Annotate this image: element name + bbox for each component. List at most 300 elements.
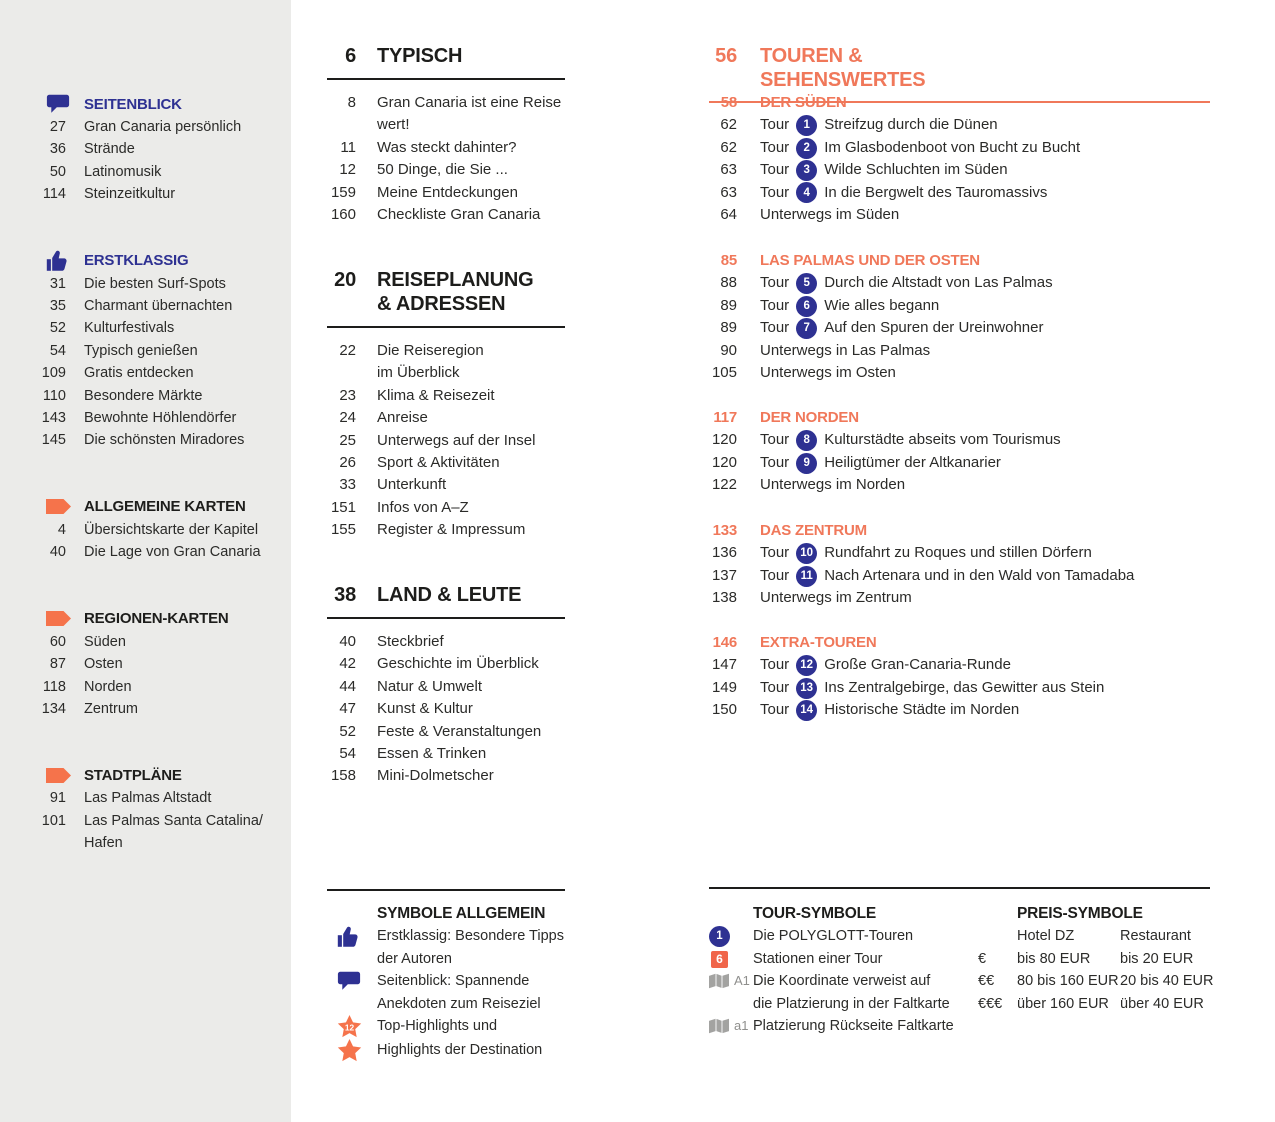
toc-row xyxy=(327,743,565,765)
entry-label: Meine Entdeckungen xyxy=(377,183,518,201)
toc-row xyxy=(0,116,291,138)
entry-label: Die Lage von Gran Canaria xyxy=(84,544,261,561)
entry-label: Die besten Surf-Spots xyxy=(84,275,226,292)
entry-label: Las Palmas Santa Catalina/ xyxy=(84,812,263,829)
tour-row xyxy=(709,137,1210,159)
tour-title: Wie alles begann xyxy=(824,296,940,314)
tour-number-badge: 14 xyxy=(796,700,817,721)
tour-row xyxy=(709,114,1210,136)
legend-divider xyxy=(327,889,565,891)
toc-row xyxy=(0,787,291,809)
tour-row xyxy=(709,272,1210,294)
tour-symbols-block xyxy=(709,903,977,1037)
price-restaurant-value: 20 bis 40 EUR xyxy=(1120,973,1214,990)
entry-label: Hafen xyxy=(84,835,123,852)
legend-icon-slot xyxy=(327,993,377,1015)
tour-title: Wilde Schluchten im Süden xyxy=(824,161,1008,179)
legend-icon-slot xyxy=(327,1015,377,1039)
arrow-tag-icon xyxy=(46,768,71,783)
tour-entry xyxy=(760,317,1044,339)
tour-row xyxy=(709,159,1210,181)
price-row xyxy=(978,993,1210,1015)
price-hotel-value: über 160 EUR xyxy=(1017,995,1109,1012)
tour-title: In die Bergwelt des Tauromassivs xyxy=(824,183,1048,201)
svg-text:12: 12 xyxy=(344,1022,355,1033)
tour-legend-text: Platzierung Rückseite Faltkarte xyxy=(753,1018,954,1035)
chapter-title: TOUREN & SEHENSWERTES xyxy=(760,45,926,91)
sidebar-section xyxy=(0,495,291,564)
page-number: 40 xyxy=(339,633,356,650)
legend-row xyxy=(327,1039,565,1063)
page-number: 8 xyxy=(347,94,356,111)
section-title: DER NORDEN xyxy=(760,409,859,426)
entry-label: Natur & Umwelt xyxy=(377,677,483,695)
toc-row xyxy=(0,653,291,675)
entry-label: Feste & Veranstaltungen xyxy=(377,722,542,740)
entry-label: Kunst & Kultur xyxy=(377,700,473,718)
legend-icon-slot xyxy=(327,970,377,992)
tour-legend-icon-slot xyxy=(709,1015,753,1037)
section-page-number: 133 xyxy=(712,522,737,539)
entry-label: Geschichte im Überblick xyxy=(377,655,539,673)
page-number: 36 xyxy=(49,141,66,158)
price-euro-symbol: € xyxy=(978,950,987,967)
page-number xyxy=(30,832,66,854)
entry-label: Unterwegs auf der Insel xyxy=(377,431,536,449)
general-symbols-legend xyxy=(327,889,565,1063)
price-euro-symbol: €€€ xyxy=(978,995,1003,1012)
legend-row xyxy=(327,948,565,970)
tour-legend-text: die Platzierung in der Faltkarte xyxy=(753,995,950,1012)
tour-number-badge: 2 xyxy=(796,138,817,159)
toc-row xyxy=(327,182,565,204)
entry-label: Besondere Märkte xyxy=(84,387,203,404)
sidebar-section-title: STADTPLÄNE xyxy=(84,766,182,784)
tour-entry xyxy=(760,565,1134,587)
legend-text: Anekdoten zum Reiseziel xyxy=(377,995,541,1012)
entry-label: Die Reiseregion xyxy=(377,342,484,359)
page-number: 63 xyxy=(720,161,737,179)
tour-entry xyxy=(760,452,1001,474)
tour-entry xyxy=(760,137,1080,159)
entry-label: Typisch genießen xyxy=(84,342,198,359)
page-number: 22 xyxy=(339,342,356,359)
toc-row xyxy=(709,362,1210,384)
page-number: 120 xyxy=(711,453,737,471)
sidebar-section-header xyxy=(0,607,291,631)
page-number: 54 xyxy=(339,745,356,763)
tour-row xyxy=(709,295,1210,317)
tour-number-badge: 4 xyxy=(796,182,817,203)
chapter-page-number: 6 xyxy=(345,45,356,67)
entry-label: Unterkunft xyxy=(377,476,447,494)
legend-row xyxy=(327,970,565,992)
entry-label: Die schönsten Miradores xyxy=(84,432,245,449)
tour-symbols-rows xyxy=(709,925,977,1037)
page-number: 118 xyxy=(42,678,66,695)
page-number: 31 xyxy=(49,275,66,292)
tour-title: Nach Artenara und in den Wald von Tamadaba xyxy=(824,566,1135,584)
tour-prefix: Tour xyxy=(760,319,790,337)
tour-prefix: Tour xyxy=(760,296,790,314)
toc-row xyxy=(327,159,565,181)
price-symbols-title: PREIS-SYMBOLE xyxy=(1017,905,1143,922)
tour-title: Im Glasbodenboot von Bucht zu Bucht xyxy=(824,138,1081,156)
toc-row xyxy=(0,631,291,653)
tour-legend-text: Die POLYGLOTT-Touren xyxy=(753,928,914,945)
toc-row xyxy=(0,340,291,362)
entry-label: Unterwegs im Osten xyxy=(760,364,896,382)
legend-icon-slot xyxy=(327,1039,377,1063)
tour-prefix: Tour xyxy=(760,161,790,179)
entry-label: Mini-Dolmetscher xyxy=(377,767,494,785)
toc-row xyxy=(327,698,565,720)
sidebar xyxy=(0,0,291,1122)
section-title: EXTRA-TOUREN xyxy=(760,634,877,651)
page-number: 63 xyxy=(720,183,737,201)
sidebar-section xyxy=(0,763,291,854)
toc-row xyxy=(327,676,565,698)
toc-row xyxy=(709,587,1210,609)
tour-price-legend xyxy=(709,887,1214,1087)
page-number: 87 xyxy=(49,656,66,673)
legend-divider xyxy=(709,887,1210,889)
sidebar-section-header xyxy=(0,763,291,787)
tour-title: Auf den Spuren der Ureinwohner xyxy=(824,319,1044,337)
page-number: 64 xyxy=(720,206,737,224)
entry-label: Checkliste Gran Canaria xyxy=(377,206,541,224)
chapter-page-number: 38 xyxy=(334,584,356,606)
tour-prefix: Tour xyxy=(760,431,790,449)
toc-row xyxy=(327,497,565,519)
entry-label: Süden xyxy=(84,633,126,650)
sidebar-section-title: SEITENBLICK xyxy=(84,95,182,113)
entry-label: Las Palmas Altstadt xyxy=(84,790,212,807)
toc-row xyxy=(327,721,565,743)
page-number: 24 xyxy=(339,409,356,427)
legend-row xyxy=(327,1015,565,1039)
legend-row xyxy=(327,925,565,947)
price-row xyxy=(978,948,1210,970)
page-number: 159 xyxy=(330,183,356,201)
tour-row xyxy=(709,317,1210,339)
page-number xyxy=(327,362,356,384)
page-number: 137 xyxy=(711,566,737,584)
page-number: 160 xyxy=(330,206,356,224)
price-restaurant-column-header: Restaurant xyxy=(1120,928,1191,945)
tour-section-header xyxy=(709,520,1210,542)
tour-legend-icon-slot xyxy=(709,970,753,992)
legend-text: Seitenblick: Spannende xyxy=(377,973,530,990)
entry-label: wert! xyxy=(377,116,410,134)
tour-number-badge: 7 xyxy=(796,318,817,339)
tour-section xyxy=(709,92,1210,226)
toc-row xyxy=(709,204,1210,226)
tour-row xyxy=(709,452,1210,474)
toc-row xyxy=(327,474,565,496)
tour-row xyxy=(709,654,1210,676)
general-symbols-title: SYMBOLE ALLGEMEIN xyxy=(377,905,546,922)
page-number: 122 xyxy=(711,476,737,494)
page-number: 11 xyxy=(340,138,356,156)
page-number: 143 xyxy=(41,410,66,427)
tour-title: Historische Städte im Norden xyxy=(824,701,1020,719)
toc-row xyxy=(327,362,565,384)
page-number: 158 xyxy=(330,767,356,785)
section-title: DAS ZENTRUM xyxy=(760,522,867,539)
toc-row xyxy=(0,407,291,429)
tour-entry xyxy=(760,542,1092,564)
tour-section xyxy=(709,520,1210,610)
entry-label: Kulturfestivals xyxy=(84,320,175,337)
chapter-title: REISEPLANUNG & ADRESSEN xyxy=(377,269,534,315)
entry-label: Was steckt dahinter? xyxy=(377,138,517,156)
tour-section-header xyxy=(709,92,1210,114)
page-number xyxy=(327,114,356,136)
entry-label: Gratis entdecken xyxy=(84,365,194,382)
chapter-divider xyxy=(327,78,565,80)
toc-row xyxy=(0,138,291,160)
legend-text: der Autoren xyxy=(377,950,452,967)
tour-symbols-title: TOUR-SYMBOLE xyxy=(753,905,877,922)
toc-row xyxy=(709,340,1210,362)
page-number: 91 xyxy=(49,790,66,807)
tour-number-badge: 8 xyxy=(796,430,817,451)
tour-legend-row xyxy=(709,948,977,970)
chapter-divider xyxy=(327,326,565,328)
chapter-page-number: 56 xyxy=(715,45,737,67)
tour-title: Ins Zentralgebirge, das Gewitter aus Stein xyxy=(824,678,1105,696)
page-number: 12 xyxy=(339,161,356,179)
page-number: 42 xyxy=(339,655,356,673)
section-title: DER SÜDEN xyxy=(760,94,847,111)
page-number: 150 xyxy=(711,701,737,719)
chapter-items xyxy=(327,340,565,542)
map-icon xyxy=(709,973,729,989)
entry-label: Strände xyxy=(84,141,135,158)
toc-row xyxy=(327,385,565,407)
chapter-header xyxy=(327,44,565,68)
toc-row xyxy=(0,385,291,407)
legend-text: Top-Highlights und xyxy=(377,1018,498,1035)
toc-row xyxy=(327,92,565,114)
chapter xyxy=(327,268,565,542)
toc-row xyxy=(0,698,291,720)
price-header-row xyxy=(978,925,1210,947)
chapter xyxy=(327,583,565,788)
sidebar-section-icon-slot xyxy=(46,611,72,626)
page-number: 114 xyxy=(42,186,66,203)
entry-label: Gran Canaria ist eine Reise xyxy=(377,94,562,111)
legend-icon-slot xyxy=(327,948,377,970)
tour-number-badge: 1 xyxy=(796,115,817,136)
star-12-icon xyxy=(337,1015,362,1039)
tour-prefix: Tour xyxy=(760,453,790,471)
tour-legend-row xyxy=(709,970,977,992)
entry-label: Norden xyxy=(84,678,132,695)
page-number: 155 xyxy=(330,521,356,539)
chapter-items xyxy=(327,92,565,226)
toc-row xyxy=(0,676,291,698)
toc-row xyxy=(0,183,291,205)
map-coordinate-label: A1 xyxy=(734,973,750,989)
tour-legend-row xyxy=(709,993,977,1015)
toc-row xyxy=(327,204,565,226)
page-number: 62 xyxy=(720,138,737,156)
toc-row xyxy=(0,295,291,317)
speech-bubble-icon xyxy=(46,94,70,115)
tour-number-badge: 13 xyxy=(796,678,817,699)
legend-text: Erstklassig: Besondere Tipps xyxy=(377,928,564,945)
page-number: 109 xyxy=(41,365,66,382)
entry-label: Latinomusik xyxy=(84,163,162,180)
page-number: 89 xyxy=(720,296,737,314)
tour-row xyxy=(709,699,1210,721)
sidebar-section-title: ALLGEMEINE KARTEN xyxy=(84,498,246,516)
map-coordinate-label: a1 xyxy=(734,1018,749,1034)
tour-prefix: Tour xyxy=(760,274,790,292)
price-restaurant-value: über 40 EUR xyxy=(1120,995,1204,1012)
tour-prefix: Tour xyxy=(760,701,790,719)
page-number: 33 xyxy=(339,476,356,494)
tour-entry xyxy=(760,429,1061,451)
tour-number-badge-icon: 1 xyxy=(709,926,730,947)
entry-label: Anreise xyxy=(377,409,428,427)
entry-label: Sport & Aktivitäten xyxy=(377,454,500,472)
section-page-number: 117 xyxy=(713,409,737,426)
tour-number-badge: 11 xyxy=(796,566,817,587)
tour-title: Kulturstädte abseits vom Tourismus xyxy=(824,431,1061,449)
tour-title: Durch die Altstadt von Las Palmas xyxy=(824,274,1053,292)
page-number: 26 xyxy=(339,454,356,472)
page-number: 101 xyxy=(41,812,66,829)
page-number: 138 xyxy=(711,589,737,607)
page-number: 23 xyxy=(339,386,356,404)
sidebar-section-icon-slot xyxy=(46,250,72,272)
toc-row xyxy=(327,631,565,653)
chapter-title: TYPISCH xyxy=(377,45,463,67)
tour-number-badge: 5 xyxy=(796,273,817,294)
entry-label: Register & Impressum xyxy=(377,521,526,539)
entry-label: Steinzeitkultur xyxy=(84,186,176,203)
sidebar-section xyxy=(0,607,291,721)
entry-label: 50 Dinge, die Sie ... xyxy=(377,161,508,179)
toc-row xyxy=(0,832,291,854)
price-row xyxy=(978,970,1214,992)
toc-row xyxy=(0,362,291,384)
price-hotel-column-header: Hotel DZ xyxy=(1017,928,1075,945)
chapter-divider xyxy=(327,617,565,619)
tour-prefix: Tour xyxy=(760,138,790,156)
section-title: LAS PALMAS UND DER OSTEN xyxy=(760,252,980,269)
tour-number-badge: 3 xyxy=(796,160,817,181)
section-page-number: 85 xyxy=(720,252,737,269)
chapter-title: LAND & LEUTE xyxy=(377,584,522,606)
entry-label: Zentrum xyxy=(84,700,138,717)
entry-label: Unterwegs im Norden xyxy=(760,476,906,494)
sidebar-section-icon-slot xyxy=(46,499,72,514)
page-number: 54 xyxy=(49,342,66,359)
sidebar-section-icon-slot xyxy=(46,768,72,783)
page-number: 60 xyxy=(49,633,66,650)
page-number: 89 xyxy=(720,319,737,337)
chapter-header xyxy=(327,583,565,607)
legend-row xyxy=(327,993,565,1015)
page-number: 62 xyxy=(720,116,737,134)
entry-label: Unterwegs im Zentrum xyxy=(760,589,912,607)
tour-prefix: Tour xyxy=(760,656,790,674)
entry-label: Unterwegs in Las Palmas xyxy=(760,341,931,359)
page-number: 40 xyxy=(49,544,66,561)
entry-label: Charmant übernachten xyxy=(84,298,233,315)
toc-row xyxy=(0,810,291,832)
toc-row xyxy=(327,137,565,159)
page-number: 27 xyxy=(49,119,66,135)
entry-label: Essen & Trinken xyxy=(377,745,487,763)
toc-row xyxy=(327,340,565,362)
sidebar-section-title: REGIONEN-KARTEN xyxy=(84,610,229,628)
tour-legend-text: Die Koordinate verweist auf xyxy=(753,973,931,990)
tour-title: Große Gran-Canaria-Runde xyxy=(824,656,1011,674)
sidebar-section-header xyxy=(0,495,291,519)
page-number: 25 xyxy=(339,431,356,449)
tour-legend-icon-slot xyxy=(709,926,753,947)
sidebar-section xyxy=(0,249,291,452)
legend-text: Highlights der Destination xyxy=(377,1042,543,1059)
entry-label: Übersichtskarte der Kapitel xyxy=(84,521,259,538)
thumbs-up-icon xyxy=(337,926,361,948)
tour-entry xyxy=(760,677,1104,699)
section-page-number: 146 xyxy=(712,634,737,651)
arrow-tag-icon xyxy=(46,611,71,626)
tour-row xyxy=(709,182,1210,204)
tour-row xyxy=(709,565,1210,587)
tour-legend-row xyxy=(709,925,977,947)
tour-number-badge: 6 xyxy=(796,296,817,317)
tour-entry xyxy=(760,295,939,317)
legend-icon-slot xyxy=(327,925,377,947)
sidebar-section xyxy=(0,92,291,206)
page-number: 120 xyxy=(711,431,737,449)
entry-label: Infos von A–Z xyxy=(377,498,469,516)
toc-row xyxy=(327,765,565,787)
tour-row xyxy=(709,542,1210,564)
star-icon xyxy=(337,1039,362,1063)
tour-number-badge: 12 xyxy=(796,655,817,676)
station-number-badge-icon: 6 xyxy=(711,951,728,968)
price-symbols-block xyxy=(978,903,1214,1015)
tour-number-badge: 10 xyxy=(796,543,817,564)
toc-row xyxy=(327,519,565,541)
tour-prefix: Tour xyxy=(760,566,790,584)
speech-bubble-icon xyxy=(337,971,361,992)
page-number: 145 xyxy=(41,432,66,449)
tour-entry xyxy=(760,114,998,136)
tour-entry xyxy=(760,159,1008,181)
general-symbols-rows xyxy=(327,925,565,1063)
entry-label: Osten xyxy=(84,656,123,673)
entry-label: Gran Canaria persönlich xyxy=(84,119,242,135)
sidebar-section-title: ERSTKLASSIG xyxy=(84,252,189,270)
toc-row xyxy=(327,114,565,136)
price-hotel-value: bis 80 EUR xyxy=(1017,950,1091,967)
sidebar-section-header xyxy=(0,92,291,116)
entry-label: Klima & Reisezeit xyxy=(377,386,495,404)
page-number: 52 xyxy=(49,320,66,337)
page-number: 35 xyxy=(49,298,66,315)
entry-label: Bewohnte Höhlendörfer xyxy=(84,410,237,427)
arrow-tag-icon xyxy=(46,499,71,514)
